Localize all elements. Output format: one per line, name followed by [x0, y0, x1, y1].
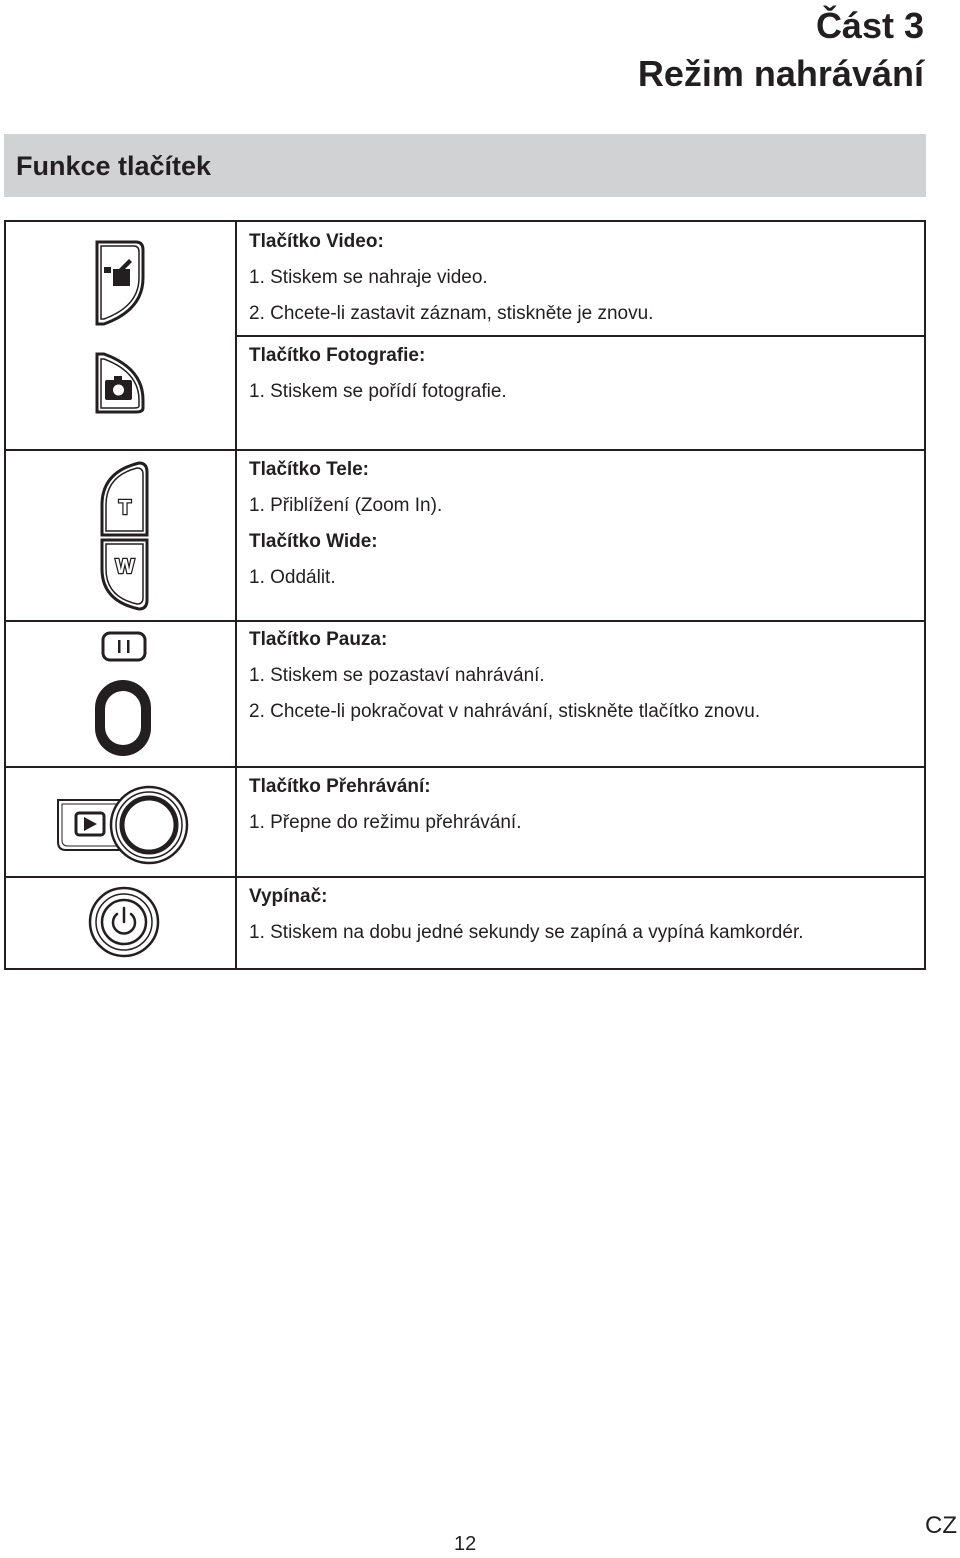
photo-button-icon	[92, 350, 148, 416]
video-button-line: 2. Chcete-li zastavit záznam, stiskněte je znovu.	[249, 303, 654, 324]
row-divider	[6, 876, 924, 878]
photo-button-line: 1. Stiskem se pořídí fotografie.	[249, 381, 507, 402]
row-divider	[6, 449, 924, 451]
video-button-heading: Tlačítko Video:	[249, 231, 384, 252]
playback-button-line: 1. Přepne do režimu přehrávání.	[249, 812, 522, 833]
wide-button-line: 1. Oddálit.	[249, 567, 336, 588]
photo-button-description	[249, 338, 507, 410]
pause-button-line: 1. Stiskem se pozastaví nahrávání.	[249, 665, 545, 686]
page-number: 12	[454, 1533, 477, 1555]
power-button-line: 1. Stiskem na dobu jedné sekundy se zapíná a vypíná kamkordér.	[249, 922, 804, 943]
pause-button-description	[249, 622, 760, 730]
playback-button-icon	[54, 780, 192, 868]
pause-button-icon	[90, 628, 162, 760]
part-label: Část 3	[815, 5, 924, 46]
tele-label: T	[118, 497, 132, 519]
video-button-description	[249, 224, 653, 332]
tele-button-line: 1. Přiblížení (Zoom In).	[249, 495, 443, 516]
section-bar	[4, 134, 926, 197]
language-code: CZ	[925, 1512, 957, 1539]
table-column-divider	[235, 222, 237, 968]
chapter-heading	[638, 2, 924, 98]
page-title: Režim nahrávání	[637, 53, 924, 94]
button-functions-table	[4, 220, 926, 970]
video-button-line: 1. Stiskem se nahraje video.	[249, 267, 488, 288]
photo-button-heading: Tlačítko Fotografie:	[249, 345, 426, 366]
zoom-button-icon	[97, 460, 153, 612]
zoom-button-description	[249, 452, 442, 596]
pause-button-line: 2. Chcete-li pokračovat v nahrávání, stiskněte tlačítko znovu.	[249, 701, 761, 722]
row-divider	[235, 335, 924, 337]
playback-button-heading: Tlačítko Přehrávání:	[249, 776, 431, 797]
wide-button-heading: Tlačítko Wide:	[249, 531, 378, 552]
power-button-icon	[86, 884, 162, 960]
section-title: Funkce tlačítek	[16, 151, 212, 181]
wide-label: W	[115, 556, 135, 578]
row-divider	[6, 766, 924, 768]
power-button-heading: Vypínač:	[249, 886, 328, 907]
tele-button-heading: Tlačítko Tele:	[249, 459, 370, 480]
power-button-description	[249, 879, 804, 951]
playback-button-description	[249, 769, 522, 841]
pause-button-heading: Tlačítko Pauza:	[249, 629, 388, 650]
video-button-icon	[92, 238, 148, 328]
